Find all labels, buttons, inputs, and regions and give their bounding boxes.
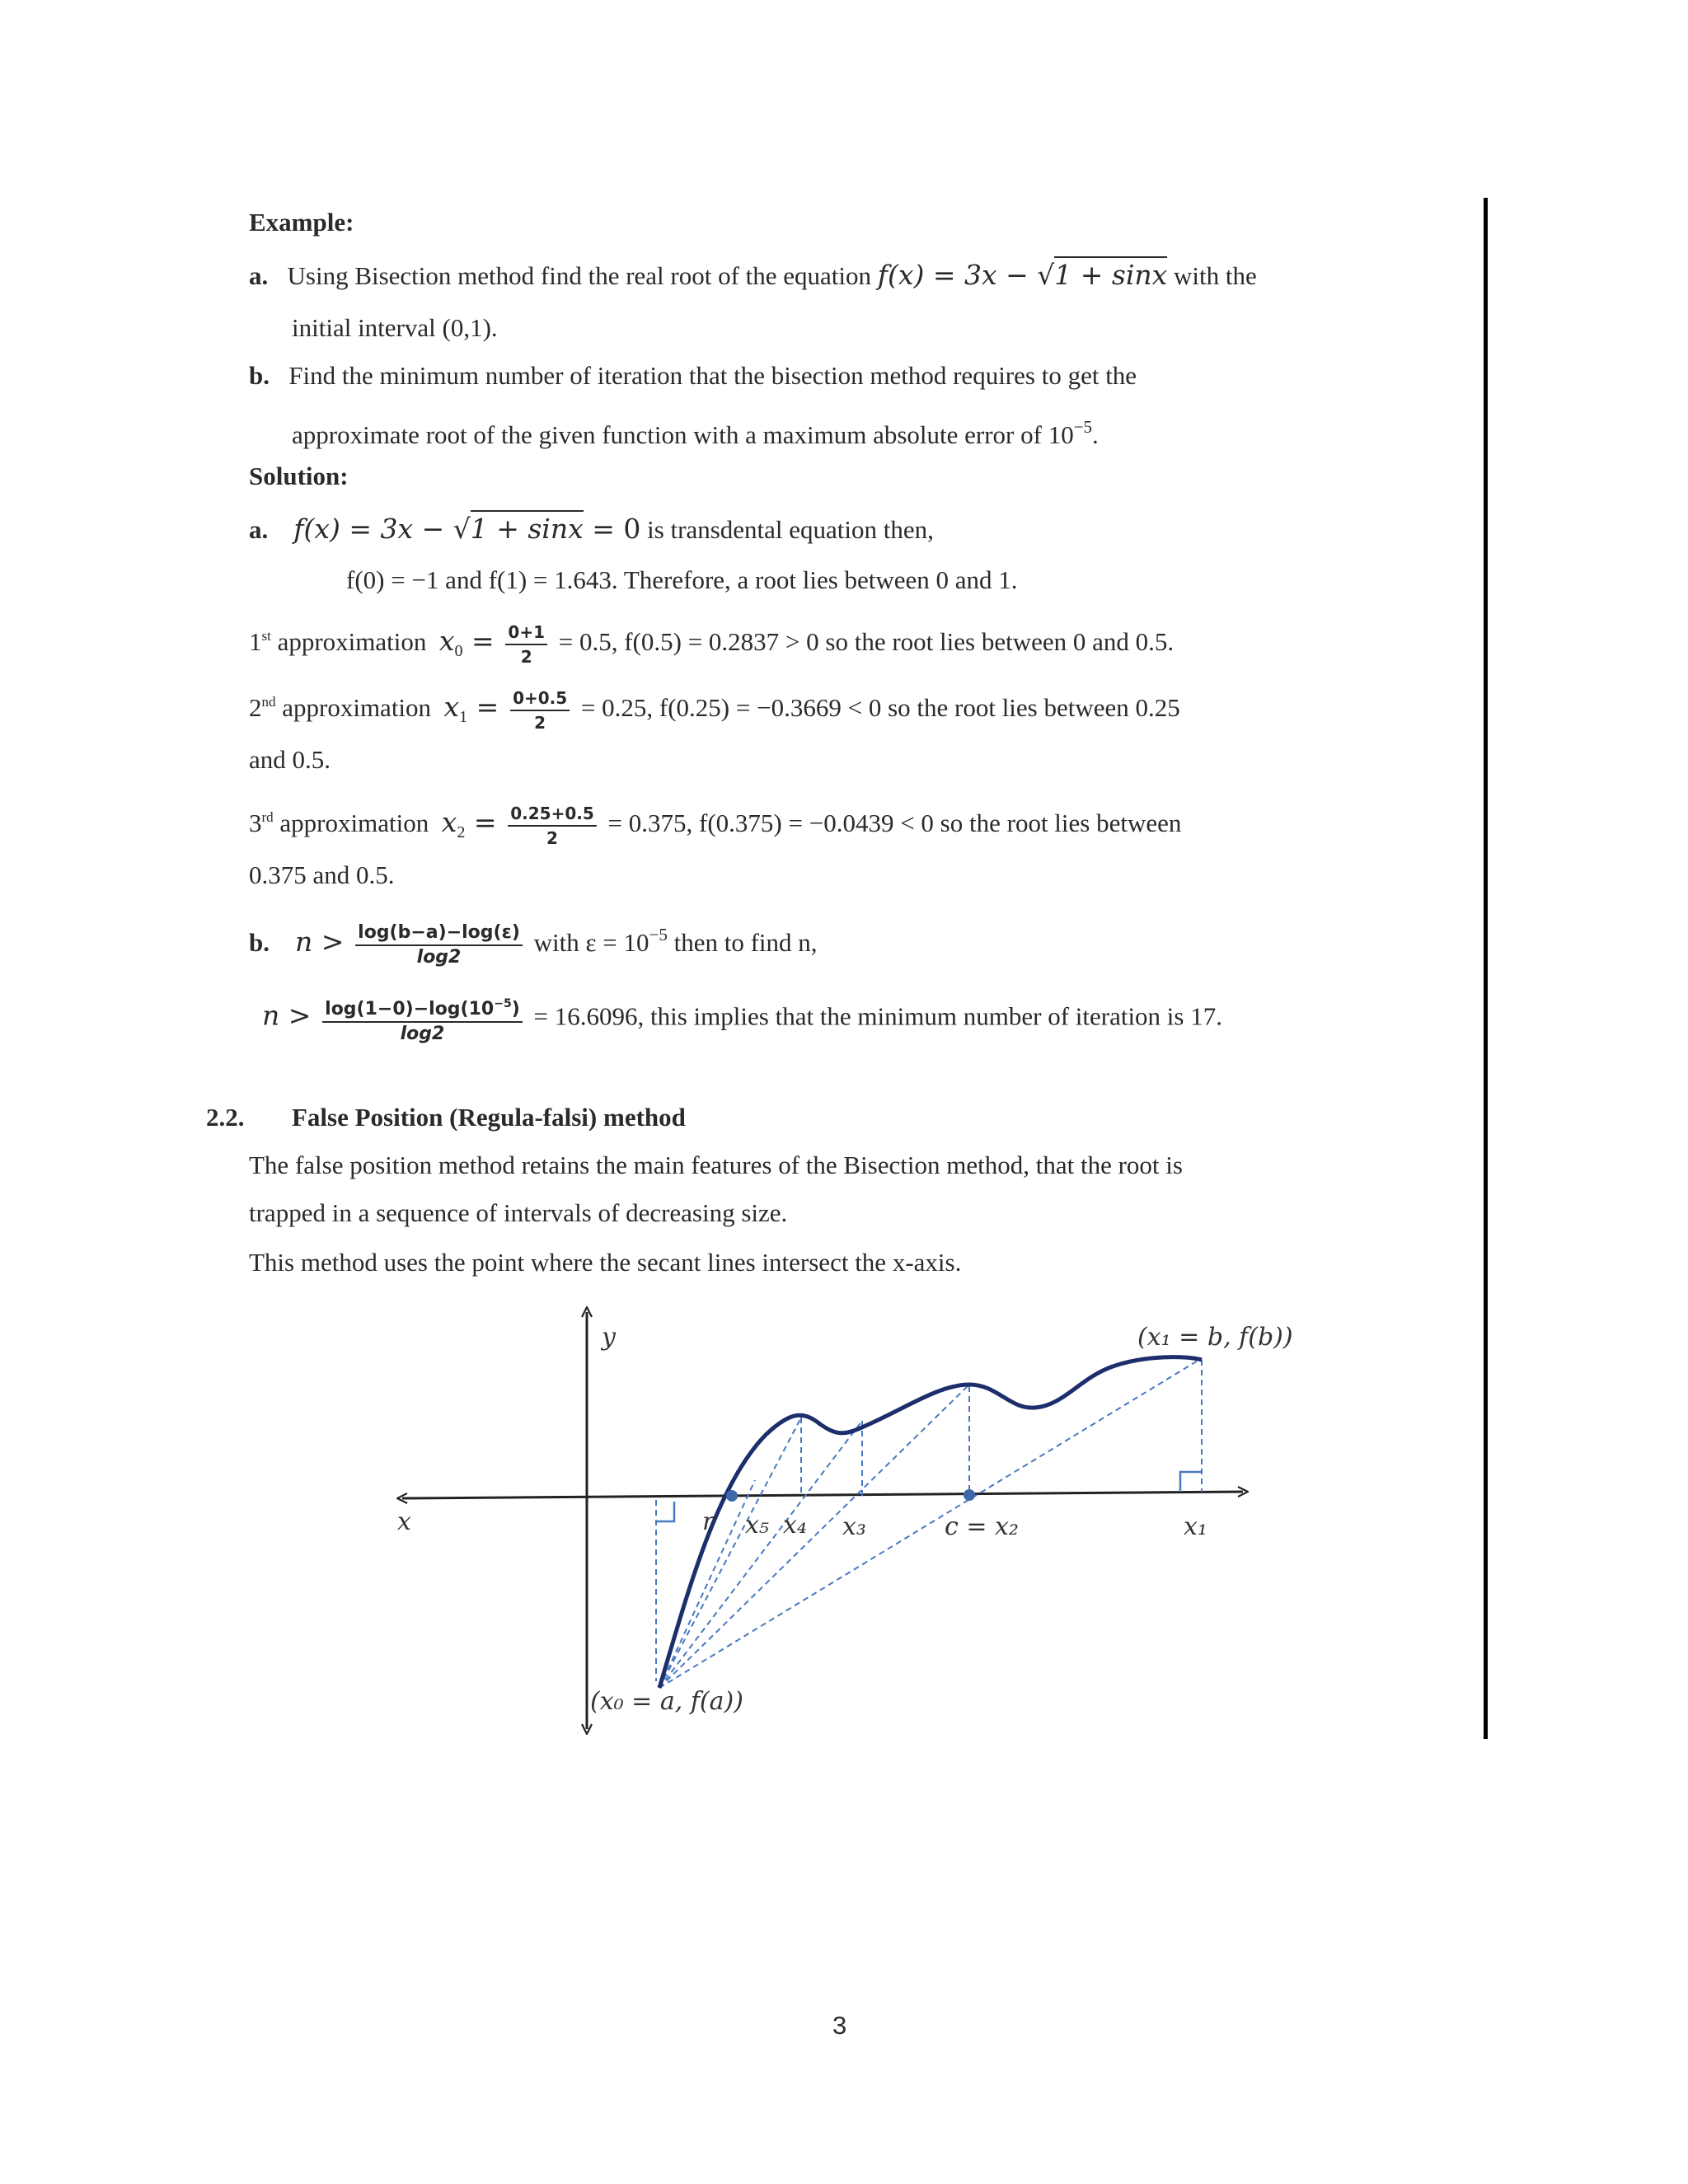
example-a-line2: initial interval (0,1). [292, 313, 498, 342]
example-a-text1: Using Bisection method find the real root of the equation [287, 261, 872, 290]
approx3-label: approximation [279, 808, 429, 837]
example-b-exponent: −5 [1073, 417, 1093, 437]
solution-c-frac-num-a: log(1−0)−log(10 [325, 999, 495, 1019]
approx2-ordinal: nd [261, 694, 276, 710]
solution-values-line: f(0) = −1 and f(1) = 1.643. Therefore, a root lies between 0 and 1. [346, 565, 1018, 594]
tick-label-r: r [702, 1507, 715, 1536]
solution-b-text1: with ε = 10 [533, 928, 649, 957]
solution-b-frac-num: log(b−a)−log(ε) [355, 921, 523, 946]
approx1-subscript: 0 [454, 642, 463, 660]
approx1-frac-num: 0+1 [505, 621, 547, 645]
root-point [726, 1490, 738, 1502]
solution-b-text2: then to find n, [667, 928, 818, 957]
tick-label-x3: x₃ [842, 1512, 866, 1541]
section-number: 2.2. [206, 1103, 245, 1132]
approx2-number: 2 [249, 693, 262, 722]
example-heading: Example: [249, 208, 354, 237]
x-axis-label: x [397, 1507, 411, 1536]
solution-b-marker: b. [249, 928, 270, 957]
approx2-subscript: 1 [459, 708, 468, 726]
approx3-number: 3 [249, 808, 262, 837]
point-a-label: (x₀ = a, f(a)) [590, 1687, 743, 1716]
example-b-line2-text: approximate root of the given function with a maximum absolute error of 10 [292, 420, 1074, 449]
example-b-end: . [1092, 420, 1099, 449]
secant-x1 [659, 1358, 1202, 1688]
approx1-frac-den: 2 [520, 646, 532, 667]
sqrt-sign: √ [452, 513, 471, 545]
section-title: False Position (Regula-falsi) method [292, 1103, 686, 1132]
solution-b-lhs: n > [295, 926, 345, 958]
approx3-rest: = 0.375, f(0.375) = −0.0439 < 0 so the root lies between [607, 808, 1182, 837]
right-angle-marker-a [656, 1502, 674, 1521]
tick-label-x4: x₄ [783, 1511, 807, 1540]
tick-label-c: c = x₂ [945, 1512, 1019, 1541]
solution-a-marker: a. [249, 515, 269, 544]
approx2-variable: x [443, 691, 460, 723]
approx3-frac-den: 2 [546, 827, 558, 848]
approx2-rest: = 0.25, f(0.25) = −0.3669 < 0 so the root lies between 0.25 [580, 693, 1180, 722]
example-a-text2: with the [1174, 261, 1257, 290]
point-b-label: (x₁ = b, f(b)) [1137, 1323, 1293, 1352]
solution-a-eq-lhs: f(x) = 3x − [293, 513, 453, 545]
c-point [964, 1489, 975, 1501]
approx1-equals: = [462, 625, 495, 657]
example-a-eq-radicand: 1 + sinx [1054, 256, 1167, 291]
approx2-frac-num: 0+0.5 [510, 687, 570, 711]
y-axis-label: y [602, 1323, 616, 1352]
approx1-ordinal: st [261, 628, 271, 644]
x-axis [402, 1492, 1243, 1498]
approx3-equals: = [465, 806, 497, 838]
approx3-variable: x [441, 806, 457, 838]
solution-c-rest: = 16.6096, this implies that the minimum number of iteration is 17. [533, 1001, 1222, 1031]
approx3-subscript: 2 [457, 823, 466, 841]
approx2-label: approximation [282, 693, 432, 722]
approx1-rest: = 0.5, f(0.5) = 0.2837 > 0 so the root lies between 0 and 0.5. [558, 627, 1175, 656]
tick-label-x1: x₁ [1184, 1512, 1207, 1541]
solution-c-lhs: n > [262, 999, 312, 1032]
tick-label-x5: x₅ [745, 1511, 769, 1540]
solution-a-eq-rhs: = 0 [583, 513, 641, 545]
solution-a-eq-radicand: 1 + sinx [471, 510, 584, 545]
right-angle-marker-b [1180, 1472, 1202, 1492]
solution-heading: Solution: [249, 462, 349, 490]
approx1-variable: x [438, 625, 455, 657]
solution-b-exponent: −5 [649, 925, 668, 944]
approx3-ordinal: rd [261, 809, 274, 825]
approx2-frac-den: 2 [534, 712, 546, 733]
approx3-frac-num: 0.25+0.5 [508, 802, 597, 827]
page-number: 3 [832, 2011, 847, 2040]
approx2-continuation: and 0.5. [249, 745, 331, 774]
example-a-eq-lhs: f(x) = 3x − [877, 259, 1038, 291]
solution-c-frac-den: log2 [400, 1024, 445, 1044]
approx2-equals: = [467, 691, 499, 723]
secant-lines [656, 1358, 1202, 1688]
sqrt-sign: √ [1037, 259, 1055, 291]
solution-c-frac-num-exp: −5 [494, 997, 512, 1010]
approx3-continuation: 0.375 and 0.5. [249, 860, 395, 889]
section-paragraph-3: This method uses the point where the secant lines intersect the x-axis. [249, 1248, 962, 1277]
section-paragraph-1: The false position method retains the main features of the Bisection method, that the root is [249, 1151, 1183, 1179]
example-b-marker: b. [249, 361, 270, 390]
approx1-label: approximation [277, 627, 427, 656]
solution-c-frac-num-b: ) [511, 999, 520, 1019]
example-b-line1: Find the minimum number of iteration that the bisection method requires to get the [288, 361, 1137, 390]
solution-a-text: is transdental equation then, [647, 515, 934, 544]
example-a-marker: a. [249, 261, 269, 290]
solution-b-frac-den: log2 [416, 946, 462, 968]
approx1-number: 1 [249, 627, 262, 656]
secant-x4 [659, 1418, 801, 1688]
section-paragraph-2: trapped in a sequence of intervals of decreasing size. [249, 1198, 788, 1227]
secant-x3 [659, 1421, 862, 1688]
